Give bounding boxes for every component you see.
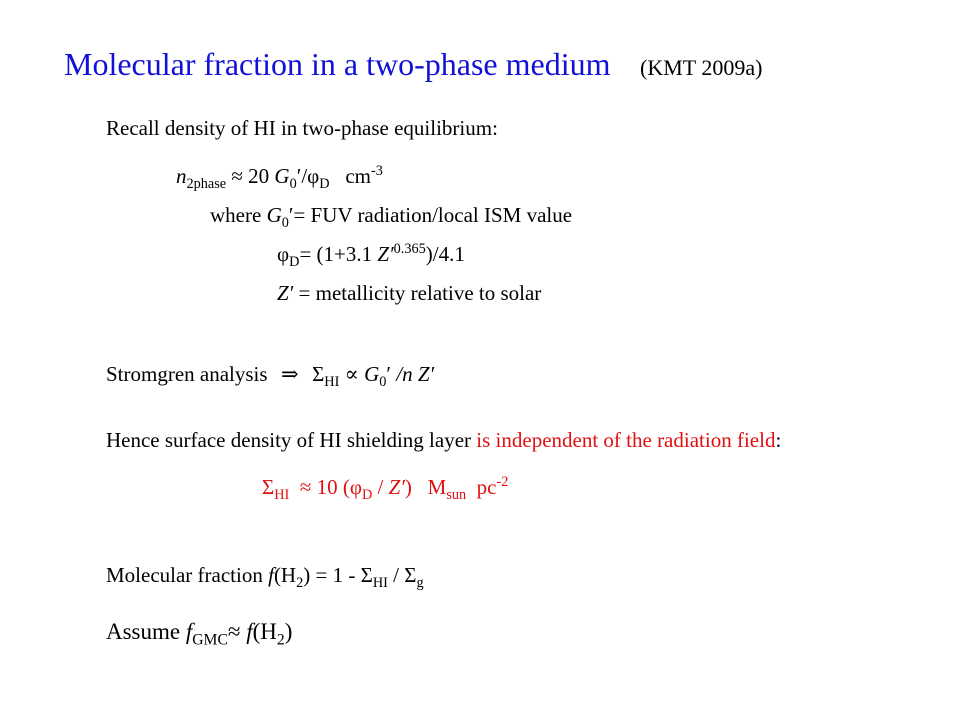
- reference-citation: (KMT 2009a): [640, 55, 763, 80]
- n2phase-equation: $n_{2phase} \approx 20$ $G_0'/\varphi_D$ $cm^{-3}$: [176, 163, 383, 192]
- where-G0-line: where $G_0'=$ FUV radiation/local ISM value: [210, 203, 573, 231]
- sigmaHI-equation: $\Sigma_{HI} \approx 10$ $(\varphi_D / Z')$ $M_{sun}$ $pc^{-2}$: [262, 474, 509, 503]
- slide-title: Molecular fraction in a two-phase medium: [64, 46, 611, 82]
- independence-highlight: is independent of the radiation field: [476, 428, 776, 452]
- hence-line: Hence surface density of HI shielding layer is independent of the radiation field:: [106, 428, 782, 452]
- molecular-fraction-line: Molecular fraction $f(H_2) = 1 - \Sigma_{HI} / \Sigma_g$: [106, 563, 424, 591]
- phiD-definition: $\varphi_D= (1+3.1$ $Z'^{0.365})/4.1$: [277, 241, 465, 270]
- recall-line: Recall density of HI in two-phase equilibrium:: [106, 116, 498, 140]
- implies-arrow-icon: ⇒: [281, 362, 299, 386]
- stromgren-line: Stromgren analysis ⇒ $\Sigma_{HI} \propto G_0'$ /n Z′: [106, 362, 435, 390]
- Z-definition: Z′ = metallicity relative to solar: [277, 281, 542, 305]
- assume-line: Assume $f_{GMC}\approx f(H_2)$: [106, 619, 293, 649]
